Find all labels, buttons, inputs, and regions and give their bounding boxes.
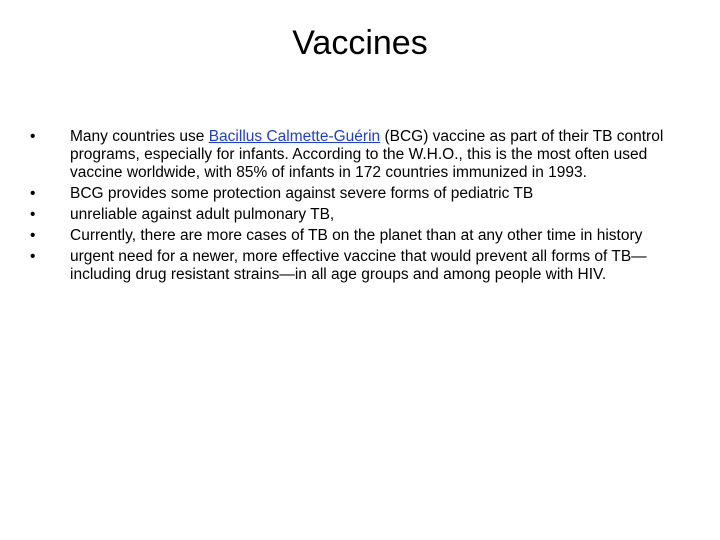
bullet-text: urgent need for a newer, more effective vaccine that would prevent all forms of TB—including drug resistant strains—in all age groups and among people with HIV. (70, 248, 647, 283)
bullet-icon: • (30, 185, 36, 202)
bullet-icon: • (30, 248, 36, 265)
bullet-list (30, 128, 690, 287)
bullet-item-current-cases (30, 227, 690, 245)
bullet-item-bcg-usage (30, 128, 690, 182)
bullet-icon: • (30, 128, 36, 145)
bullet-text: Currently, there are more cases of TB on the planet than at any other time in history (70, 227, 643, 244)
bullet-text-prefix: Many countries use (70, 128, 209, 145)
bcg-link[interactable]: Bacillus Calmette-Guérin (208, 128, 381, 145)
bullet-item-adult-pulmonary (30, 206, 690, 224)
slide-title: Vaccines (292, 24, 428, 62)
bullet-icon: • (30, 227, 36, 244)
bullet-text: unreliable against adult pulmonary TB, (70, 206, 335, 223)
bullet-text-suffix: (BCG) vaccine as part of their TB control programs, especially for infants. According to the W.H.O., this is the most often used vaccine worldwide, with 85% of infants in 172 countries immunized in 1993. (70, 128, 664, 181)
bullet-item-pediatric-protection (30, 185, 690, 203)
bullet-icon: • (30, 206, 36, 223)
bullet-item-urgent-need (30, 248, 690, 284)
bullet-text: BCG provides some protection against severe forms of pediatric TB (70, 185, 534, 202)
